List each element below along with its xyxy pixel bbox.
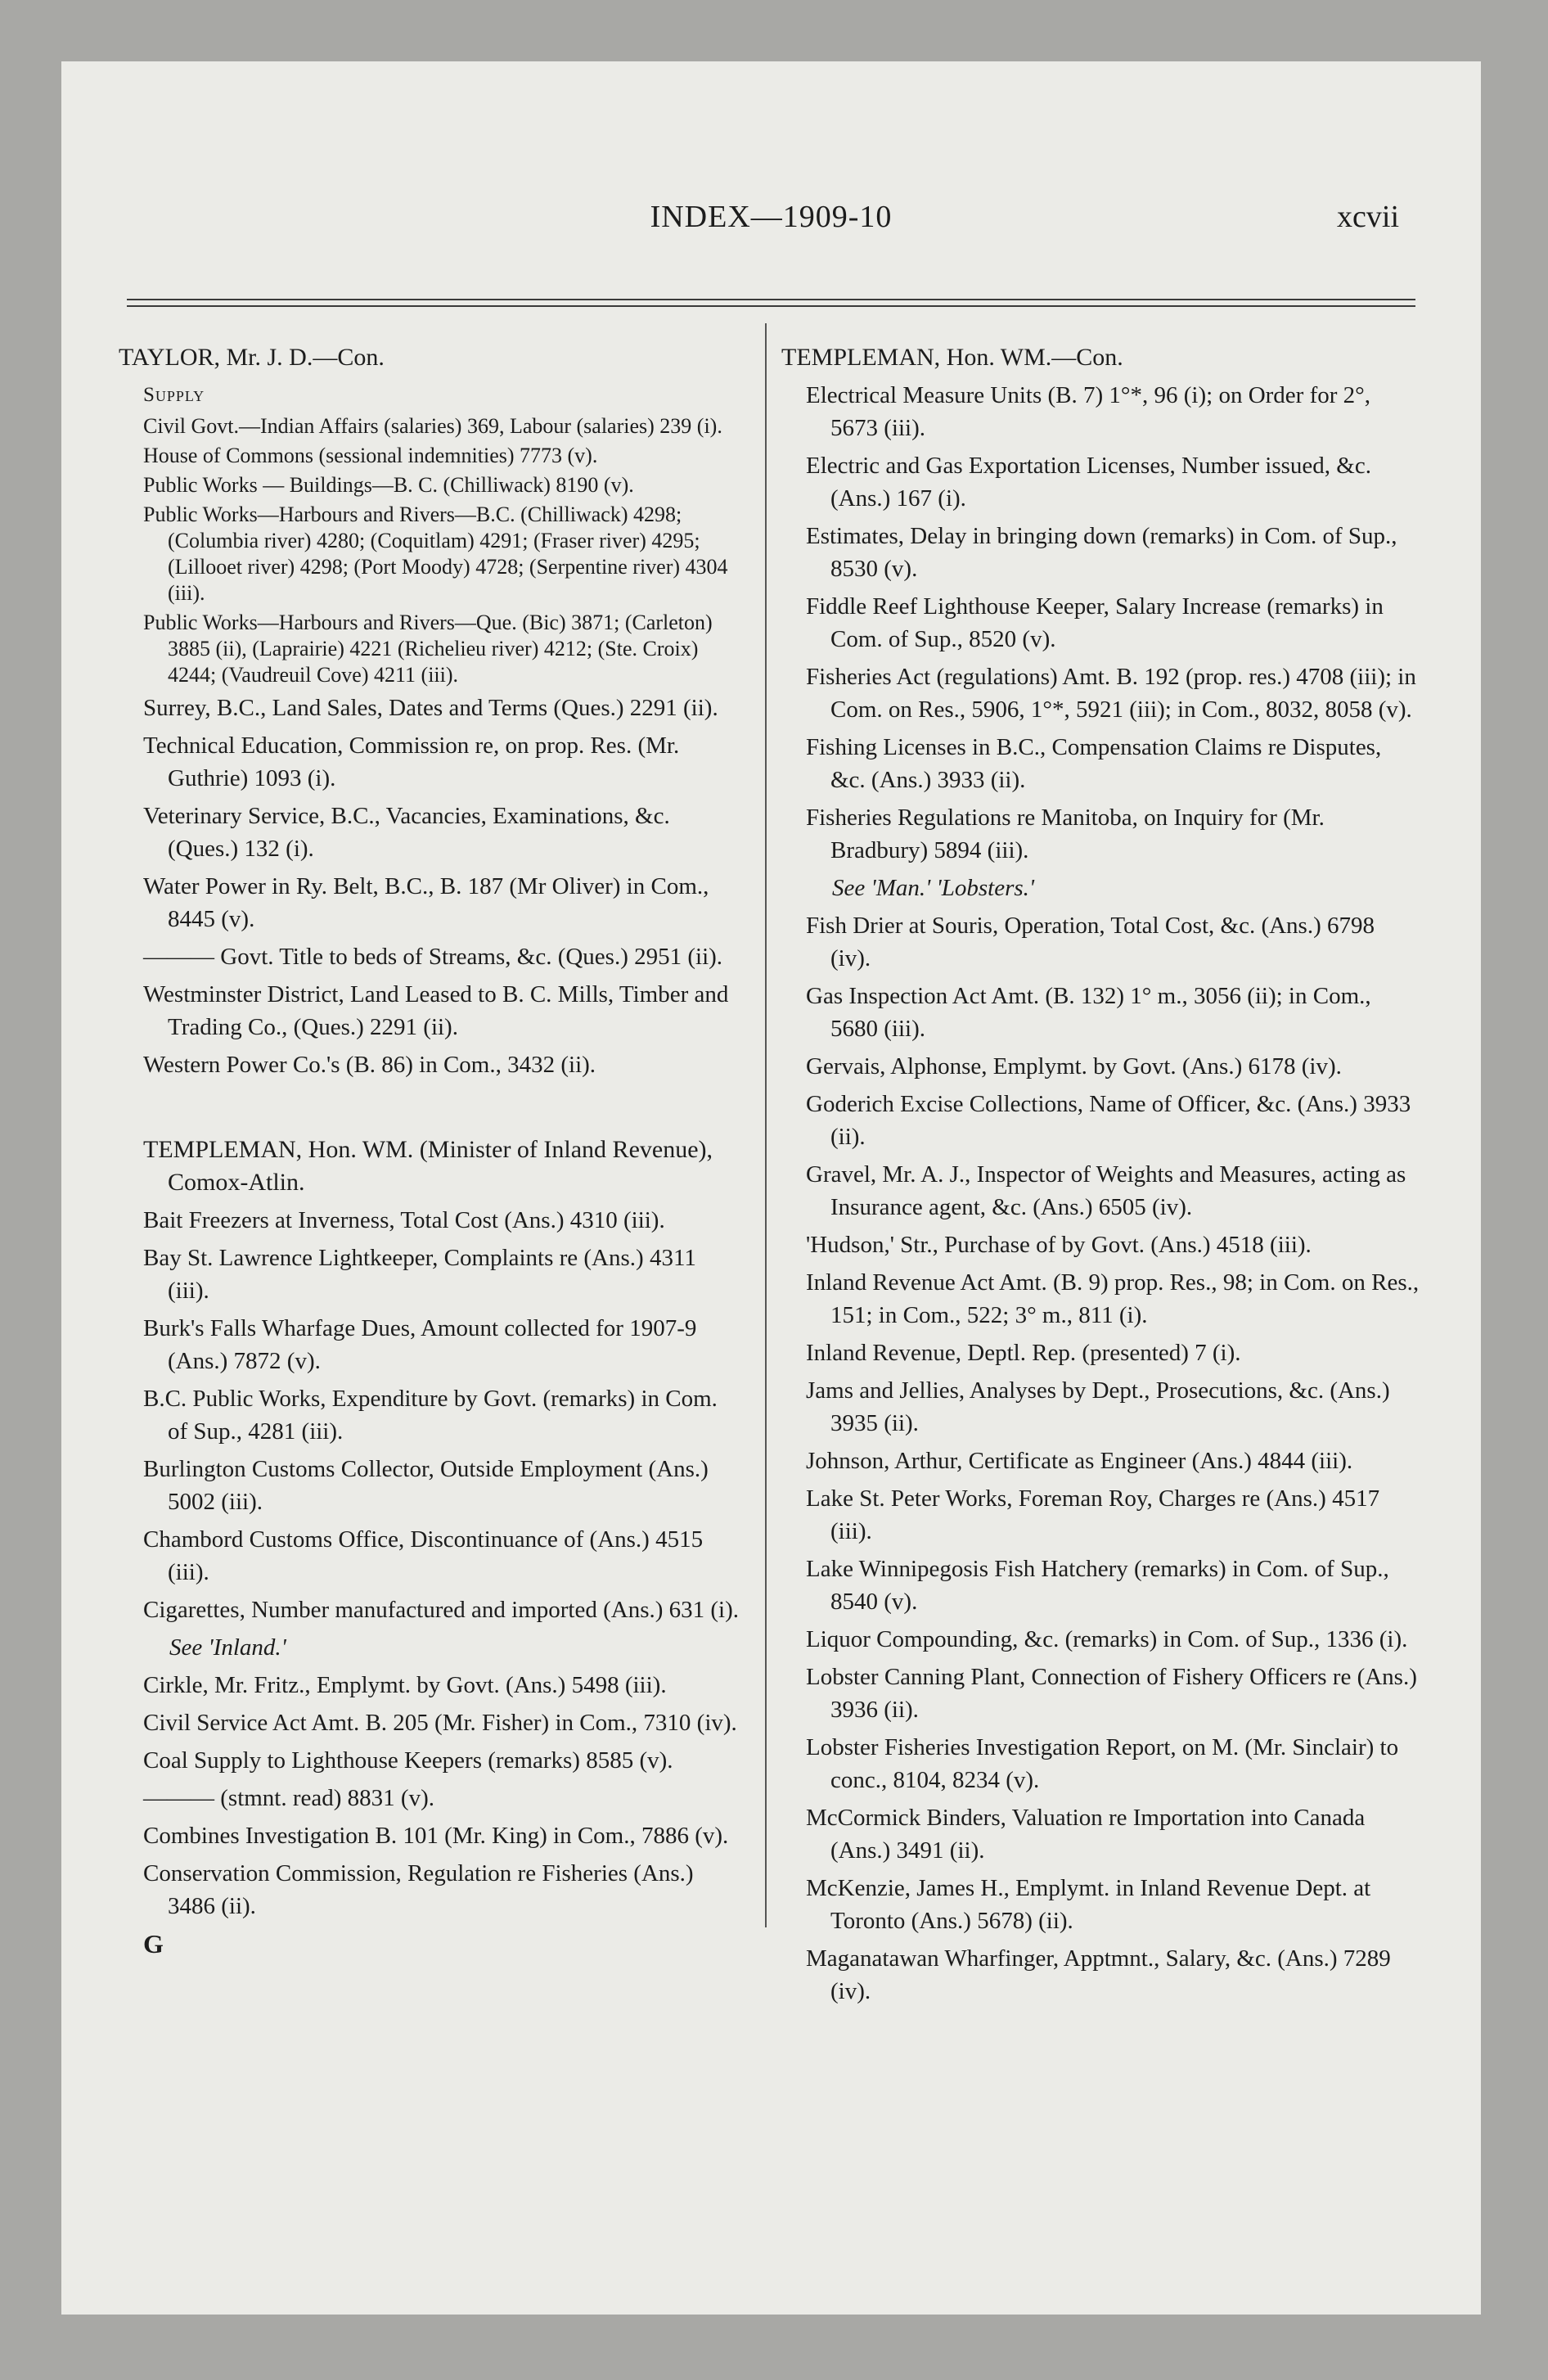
index-entry: Conservation Commission, Regulation re Fisheries (Ans.) 3486 (ii). <box>143 1860 694 1919</box>
index-entry: ——— Govt. Title to beds of Streams, &c. (Ques.) 2951 (ii). <box>143 944 723 970</box>
index-entry: Bait Freezers at Inverness, Total Cost (Ans.) 4310 (iii). <box>143 1207 665 1233</box>
index-entry: Lake St. Peter Works, Foreman Roy, Charges re (Ans.) 4517 (iii). <box>806 1485 1380 1544</box>
index-entry: Bay St. Lawrence Lightkeeper, Complaints re (Ans.) 4311 (iii). <box>143 1245 696 1304</box>
index-entry: Fiddle Reef Lighthouse Keeper, Salary Increase (remarks) in Com. of Sup., 8520 (v). <box>806 593 1384 652</box>
index-heading-taylor: TAYLOR, Mr. J. D.—Con. <box>119 344 385 371</box>
index-entry: Lake Winnipegosis Fish Hatchery (remarks) in Com. of Sup., 8540 (v). <box>806 1556 1389 1615</box>
index-entry: Public Works—Harbours and Rivers—Que. (Bic) 3871; (Carleton) 3885 (ii), (Laprairie) 4221 (Richelieu river) 4212; (Ste. Croix) 4244; (Vaudreuil Cove) 4211 (iii). <box>143 611 713 687</box>
index-entry: McCormick Binders, Valuation re Importation into Canada (Ans.) 3491 (ii). <box>806 1805 1366 1864</box>
page-number: xcvii <box>1337 200 1399 234</box>
supply-label: Supply <box>143 384 205 406</box>
index-entry: Electric and Gas Exportation Licenses, Number issued, &c. (Ans.) 167 (i). <box>806 453 1371 512</box>
index-entry: Maganatawan Wharfinger, Apptmnt., Salary, &c. (Ans.) 7289 (iv). <box>806 1945 1391 2004</box>
index-entry: Jams and Jellies, Analyses by Dept., Prosecutions, &c. (Ans.) 3935 (ii). <box>806 1377 1390 1436</box>
index-entry: Gravel, Mr. A. J., Inspector of Weights and Measures, acting as Insurance agent, &c. (Ans.) 6505 (iv). <box>806 1161 1406 1220</box>
index-entry: Inland Revenue Act Amt. (B. 9) prop. Res., 98; in Com. on Res., 151; in Com., 522; 3° m., 811 (i). <box>806 1269 1420 1328</box>
index-entry: Western Power Co.'s (B. 86) in Com., 3432 (ii). <box>143 1052 596 1078</box>
index-entry: Fishing Licenses in B.C., Compensation Claims re Disputes, &c. (Ans.) 3933 (ii). <box>806 734 1382 793</box>
index-heading-templeman-con: TEMPLEMAN, Hon. WM.—Con. <box>781 344 1123 371</box>
header-rule <box>127 299 1415 300</box>
index-entry: Burk's Falls Wharfage Dues, Amount collected for 1907-9 (Ans.) 7872 (v). <box>143 1315 697 1374</box>
index-entry: Westminster District, Land Leased to B. C. Mills, Timber and Trading Co., (Ques.) 2291 (ii). <box>143 981 729 1040</box>
index-entry: ——— (stmnt. read) 8831 (v). <box>143 1785 434 1811</box>
index-entry: Burlington Customs Collector, Outside Employment (Ans.) 5002 (iii). <box>143 1456 709 1515</box>
index-entry: Johnson, Arthur, Certificate as Engineer (Ans.) 4844 (iii). <box>806 1448 1353 1474</box>
index-entry: House of Commons (sessional indemnities) 7773 (v). <box>143 444 598 467</box>
index-entry: Liquor Compounding, &c. (remarks) in Com. of Sup., 1336 (i). <box>806 1626 1408 1652</box>
left-column <box>119 341 740 1960</box>
page-header <box>61 199 1481 248</box>
index-entry: McKenzie, James H., Emplymt. in Inland Revenue Dept. at Toronto (Ans.) 5678) (ii). <box>806 1875 1371 1934</box>
column-divider <box>765 323 767 1927</box>
index-entry: Technical Education, Commission re, on prop. Res. (Mr. Guthrie) 1093 (i). <box>143 732 680 791</box>
right-column <box>781 341 1420 2013</box>
index-entry: B.C. Public Works, Expenditure by Govt. (remarks) in Com. of Sup., 4281 (iii). <box>143 1386 718 1445</box>
index-entry: Water Power in Ry. Belt, B.C., B. 187 (Mr Oliver) in Com., 8445 (v). <box>143 873 709 932</box>
signature-mark: G <box>143 1929 164 1959</box>
index-entry: Lobster Fisheries Investigation Report, on M. (Mr. Sinclair) to conc., 8104, 8234 (v). <box>806 1734 1399 1793</box>
index-entry: Cigarettes, Number manufactured and imported (Ans.) 631 (i). <box>143 1597 740 1623</box>
index-entry: Fish Drier at Souris, Operation, Total Cost, &c. (Ans.) 6798 (iv). <box>806 913 1375 971</box>
index-entry: Lobster Canning Plant, Connection of Fishery Officers re (Ans.) 3936 (ii). <box>806 1664 1417 1723</box>
index-entry: Electrical Measure Units (B. 7) 1°*, 96 (i); on Order for 2°, 5673 (iii). <box>806 382 1370 441</box>
index-entry: Coal Supply to Lighthouse Keepers (remarks) 8585 (v). <box>143 1747 673 1774</box>
index-entry: Fisheries Regulations re Manitoba, on Inquiry for (Mr. Bradbury) 5894 (iii). <box>806 805 1325 863</box>
index-entry: Veterinary Service, B.C., Vacancies, Examinations, &c. (Ques.) 132 (i). <box>143 803 670 862</box>
index-entry: Goderich Excise Collections, Name of Officer, &c. (Ans.) 3933 (ii). <box>806 1091 1411 1150</box>
index-entry: Inland Revenue, Deptl. Rep. (presented) 7 (i). <box>806 1340 1241 1366</box>
index-entry: Chambord Customs Office, Discontinuance of (Ans.) 4515 (iii). <box>143 1526 704 1585</box>
index-entry: Civil Service Act Amt. B. 205 (Mr. Fisher) in Com., 7310 (iv). <box>143 1710 737 1736</box>
index-entry: Civil Govt.—Indian Affairs (salaries) 369, Labour (salaries) 239 (i). <box>143 414 722 438</box>
index-entry: Public Works—Harbours and Rivers—B.C. (Chilliwack) 4298; (Columbia river) 4280; (Coquitlam) 4291; (Fraser river) 4295; (Lillooet river) 4298; (Port Moody) 4728; (Serpentine river) 4304 (iii). <box>143 503 728 605</box>
index-entry: Public Works — Buildings—B. C. (Chilliwack) 8190 (v). <box>143 473 634 497</box>
index-entry: 'Hudson,' Str., Purchase of by Govt. (Ans.) 4518 (iii). <box>806 1232 1312 1258</box>
index-entry: Gas Inspection Act Amt. (B. 132) 1° m., 3056 (ii); in Com., 5680 (iii). <box>806 983 1371 1042</box>
index-entry: Estimates, Delay in bringing down (remarks) in Com. of Sup., 8530 (v). <box>806 523 1397 582</box>
running-head: INDEX—1909-10 <box>650 200 893 234</box>
see-reference: See 'Man.' 'Lobsters.' <box>832 875 1035 901</box>
see-reference: See 'Inland.' <box>169 1634 286 1661</box>
index-page <box>61 61 1481 2315</box>
index-heading-templeman: TEMPLEMAN, Hon. WM. (Minister of Inland Revenue), Comox-Atlin. <box>143 1136 713 1196</box>
index-entry: Combines Investigation B. 101 (Mr. King) in Com., 7886 (v). <box>143 1823 729 1849</box>
section-gap <box>119 1086 740 1134</box>
index-entry: Cirkle, Mr. Fritz., Emplymt. by Govt. (Ans.) 5498 (iii). <box>143 1672 667 1698</box>
header-rule-double <box>127 305 1415 307</box>
index-entry: Fisheries Act (regulations) Amt. B. 192 (prop. res.) 4708 (iii); in Com. on Res., 5906, 1°*, 5921 (iii); in Com., 8032, 8058 (v). <box>806 664 1416 723</box>
index-entry: Gervais, Alphonse, Emplymt. by Govt. (Ans.) 6178 (iv). <box>806 1053 1342 1080</box>
index-entry: Surrey, B.C., Land Sales, Dates and Terms (Ques.) 2291 (ii). <box>143 695 718 721</box>
